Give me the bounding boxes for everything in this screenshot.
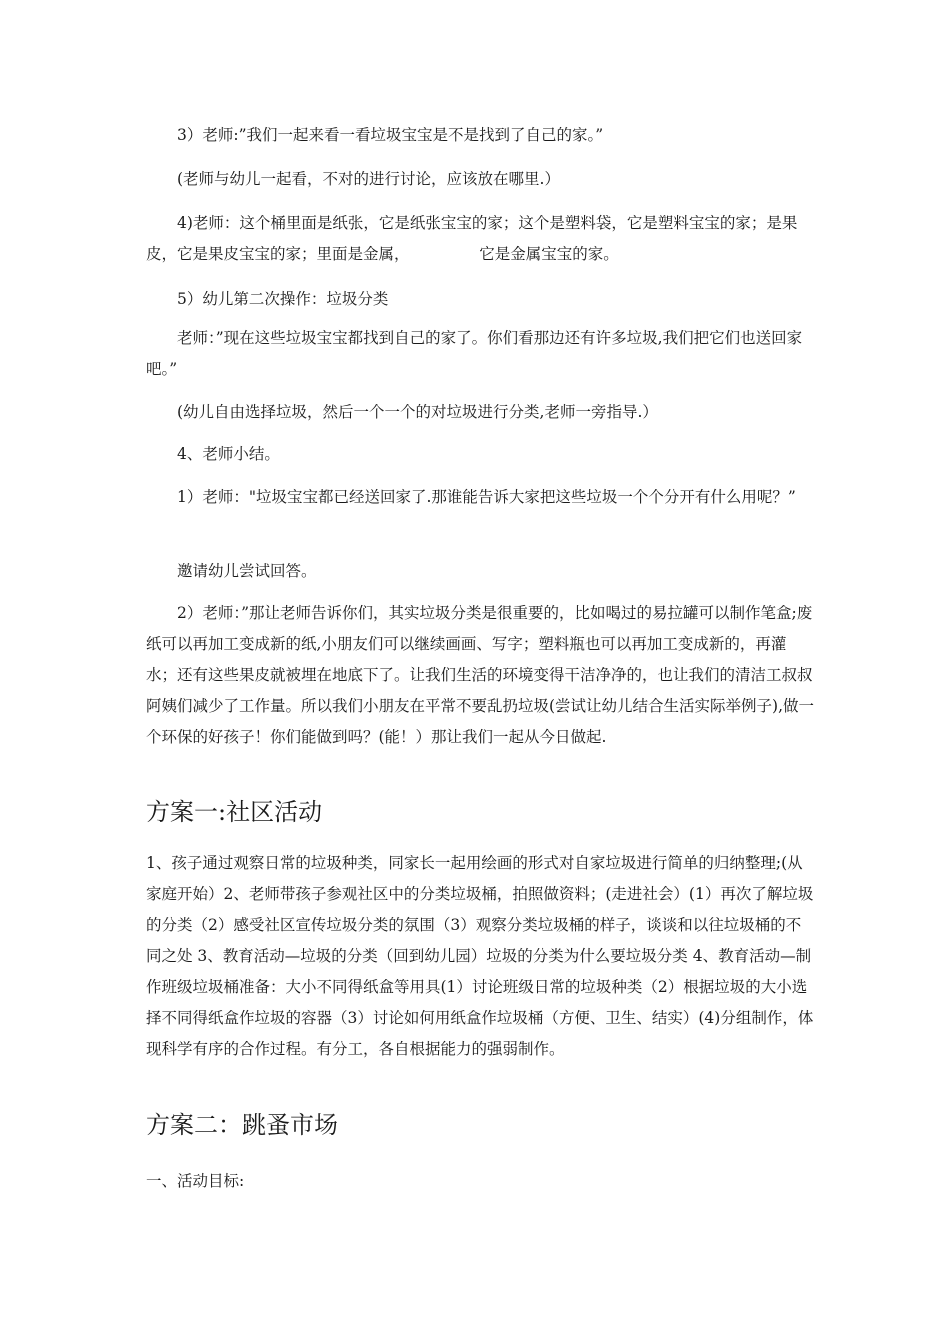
section-body-community: 1、孩子通过观察日常的垃圾种类，同家长一起用绘画的形式对自家垃圾进行简单的归纳整理;(从家庭开始）2、老师带孩子参观社区中的分类垃圾桶，拍照做资料；(走进社会）(1）再次了解垃圾的分类（2）感受社区宣传垃圾分类的氛围（3）观察分类垃圾桶的样子，谈谈和以往垃圾桶的不同之处 3、教育活动—垃圾的分类（回到幼儿园）垃圾的分类为什么要垃圾分类 4、教育活动—制作班级垃圾桶准备：大小不同得纸盒等用具(1）讨论班级日常的垃圾种类（2）根据垃圾的大小选择不同得纸盒作垃圾的容器（3）讨论如何用纸盒作垃圾桶（方便、卫生、结实）(4)分组制作，体现科学有序的合作过程。有分工，各自根据能力的强弱制作。 (146, 854, 814, 1058)
subheading-activity-goals: 一、活动目标: (146, 1172, 245, 1190)
paragraph-summary-heading: 4、老师小结。 (177, 445, 280, 463)
paragraph-children-sort: (幼儿自由选择垃圾，然后一个一个的对垃圾进行分类,老师一旁指导.） (177, 403, 658, 421)
paragraph-step4: 4)老师：这个桶里面是纸张，它是纸张宝宝的家；这个是塑料袋，它是塑料宝宝的家；是果皮，它是果皮宝宝的家；里面是金属， 它是金属宝宝的家。 (146, 214, 798, 263)
section-title-community: 方案一:社区活动 (146, 798, 323, 826)
paragraph-step3: 3）老师:”我们一起来看一看垃圾宝宝是不是找到了自己的家。” (177, 126, 604, 144)
paragraph-teacher-speech: 老师：”现在这些垃圾宝宝都找到自己的家了。你们看那边还有许多垃圾,我们把它们也送回家吧。” (146, 329, 803, 378)
paragraph-step3-note: (老师与幼儿一起看，不对的进行讨论，应该放在哪里.） (177, 170, 560, 188)
paragraph-summary-1: 1）老师："垃圾宝宝都已经送回家了.那谁能告诉大家把这些垃圾一个个分开有什么用呢？” (177, 488, 796, 506)
paragraph-step5: 5）幼儿第二次操作：垃圾分类 (177, 290, 389, 308)
paragraph-summary-2: 2）老师：”那让老师告诉你们，其实垃圾分类是很重要的，比如喝过的易拉罐可以制作笔盒;废纸可以再加工变成新的纸,小朋友们可以继续画画、写字；塑料瓶也可以再加工变成新的，再灌水；还有这些果皮就被埋在地底下了。让我们生活的环境变得干洁净净的，也让我们的清洁工叔叔阿姨们减少了工作量。所以我们小朋友在平常不要乱扔垃圾(尝试让幼儿结合生活实际举例子),做一个环保的好孩子！你们能做到吗？(能！）那让我们一起从今日做起. (146, 604, 815, 746)
paragraph-invite-answer: 邀请幼儿尝试回答。 (177, 562, 317, 580)
section-title-flea-market: 方案二：跳蚤市场 (146, 1111, 338, 1139)
